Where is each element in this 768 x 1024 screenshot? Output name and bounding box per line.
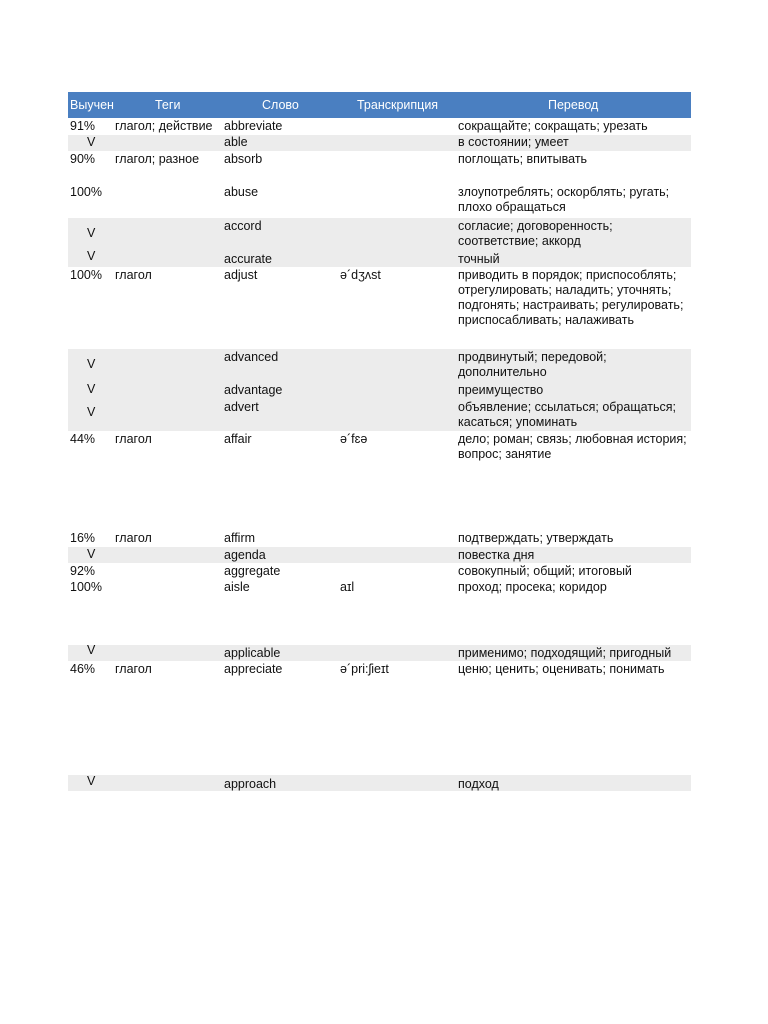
word-cell: accord [224, 219, 262, 233]
learned-cell: V [87, 774, 96, 788]
learned-cell: V [87, 357, 96, 371]
word-cell: adjust [224, 268, 258, 282]
word-cell: affirm [224, 531, 256, 545]
table-row[interactable] [68, 775, 691, 791]
table-row[interactable] [68, 349, 691, 382]
learned-cell: V [87, 226, 96, 240]
learned-cell: V [87, 382, 96, 396]
learned-cell: 100% [70, 580, 102, 594]
translation-cell: ценю; ценить; оценивать; понимать [458, 662, 665, 676]
word-cell: abuse [224, 185, 259, 199]
translation-cell: поглощать; впитывать [458, 152, 588, 166]
learned-cell: 46% [70, 662, 96, 676]
table-row[interactable] [68, 251, 691, 267]
translation-cell: в состоянии; умеет [458, 135, 569, 149]
header-transcription[interactable]: Транскрипция [357, 98, 439, 112]
translation-cell: преимущество [458, 383, 544, 397]
transcription-cell: ə´fɛə [340, 432, 368, 446]
tags-cell: глагол [115, 268, 152, 282]
header-tags[interactable]: Теги [155, 98, 181, 112]
table-row[interactable] [68, 579, 691, 645]
word-cell: appreciate [224, 662, 283, 676]
tags-cell: глагол; разное [115, 152, 200, 166]
translation-cell: подход [458, 777, 499, 791]
translation-cell: объявление; ссылаться; обращаться; касаться; упоминать [458, 400, 677, 429]
table-row[interactable] [68, 661, 691, 775]
word-cell: absorb [224, 152, 263, 166]
translation-cell: проход; просека; коридор [458, 580, 607, 594]
translation-cell: дело; роман; связь; любовная история; вопрос; занятие [458, 432, 687, 461]
table-header [68, 92, 691, 118]
translation-cell: приводить в порядок; приспособлять; отрегулировать; наладить; уточнять; подгонять; настраивать; регулировать; приспосабливать; налаживать [458, 268, 684, 327]
vocabulary-table [68, 92, 691, 791]
table-row[interactable] [68, 531, 691, 547]
translation-cell: продвинутый; передовой; дополнительно [458, 350, 607, 379]
translation-cell: сокращайте; сокращать; урезать [458, 119, 648, 133]
translation-cell: применимо; подходящий; пригодный [458, 646, 672, 660]
word-cell: accurate [224, 252, 272, 266]
table-row[interactable] [68, 135, 691, 151]
translation-cell: повестка дня [458, 548, 535, 562]
table-row[interactable] [68, 431, 691, 531]
learned-cell: 44% [70, 432, 96, 446]
transcription-cell: ə´dʒʌst [340, 268, 381, 282]
translation-cell: совокупный; общий; итоговый [458, 564, 632, 578]
learned-cell: 16% [70, 531, 96, 545]
header-word[interactable]: Слово [262, 98, 299, 112]
word-cell: approach [224, 777, 277, 791]
learned-cell: V [87, 135, 96, 149]
tags-cell: глагол; действие [115, 119, 213, 133]
learned-cell: 90% [70, 152, 96, 166]
table-row[interactable] [68, 184, 691, 218]
table-row[interactable] [68, 645, 691, 661]
learned-cell: 100% [70, 185, 102, 199]
translation-cell: точный [458, 252, 500, 266]
word-cell: advantage [224, 383, 283, 397]
header-translation[interactable]: Перевод [548, 98, 599, 112]
header-learned[interactable]: Выучен [70, 98, 114, 112]
word-cell: advert [224, 400, 259, 414]
word-cell: advanced [224, 350, 279, 364]
transcription-cell: ə´pri:ʃieɪt [340, 662, 389, 676]
tags-cell: глагол [115, 531, 152, 545]
table-row[interactable] [68, 547, 691, 563]
translation-cell: злоупотреблять; оскорблять; ругать; плохо обращаться [458, 185, 670, 214]
learned-cell: 91% [70, 119, 96, 133]
learned-cell: V [87, 643, 96, 657]
table-row[interactable] [68, 118, 691, 135]
table-row[interactable] [68, 399, 691, 431]
translation-cell: согласие; договоренность; соответствие; аккорд [458, 219, 613, 248]
word-cell: aggregate [224, 564, 281, 578]
word-cell: applicable [224, 646, 281, 660]
tags-cell: глагол [115, 432, 152, 446]
transcription-cell: aɪl [340, 580, 355, 594]
word-cell: abbreviate [224, 119, 283, 133]
learned-cell: V [87, 547, 96, 561]
word-cell: affair [224, 432, 252, 446]
word-cell: able [224, 135, 248, 149]
learned-cell: 92% [70, 564, 96, 578]
table-row[interactable] [68, 563, 691, 579]
translation-cell: подтверждать; утверждать [458, 531, 614, 545]
table-body [68, 118, 691, 791]
word-cell: agenda [224, 548, 266, 562]
table-row[interactable] [68, 218, 691, 251]
word-cell: aisle [224, 580, 250, 594]
table-row[interactable] [68, 382, 691, 399]
table-row[interactable] [68, 151, 691, 184]
learned-cell: V [87, 249, 96, 263]
learned-cell: V [87, 405, 96, 419]
table-row[interactable] [68, 267, 691, 349]
tags-cell: глагол [115, 662, 152, 676]
learned-cell: 100% [70, 268, 102, 282]
